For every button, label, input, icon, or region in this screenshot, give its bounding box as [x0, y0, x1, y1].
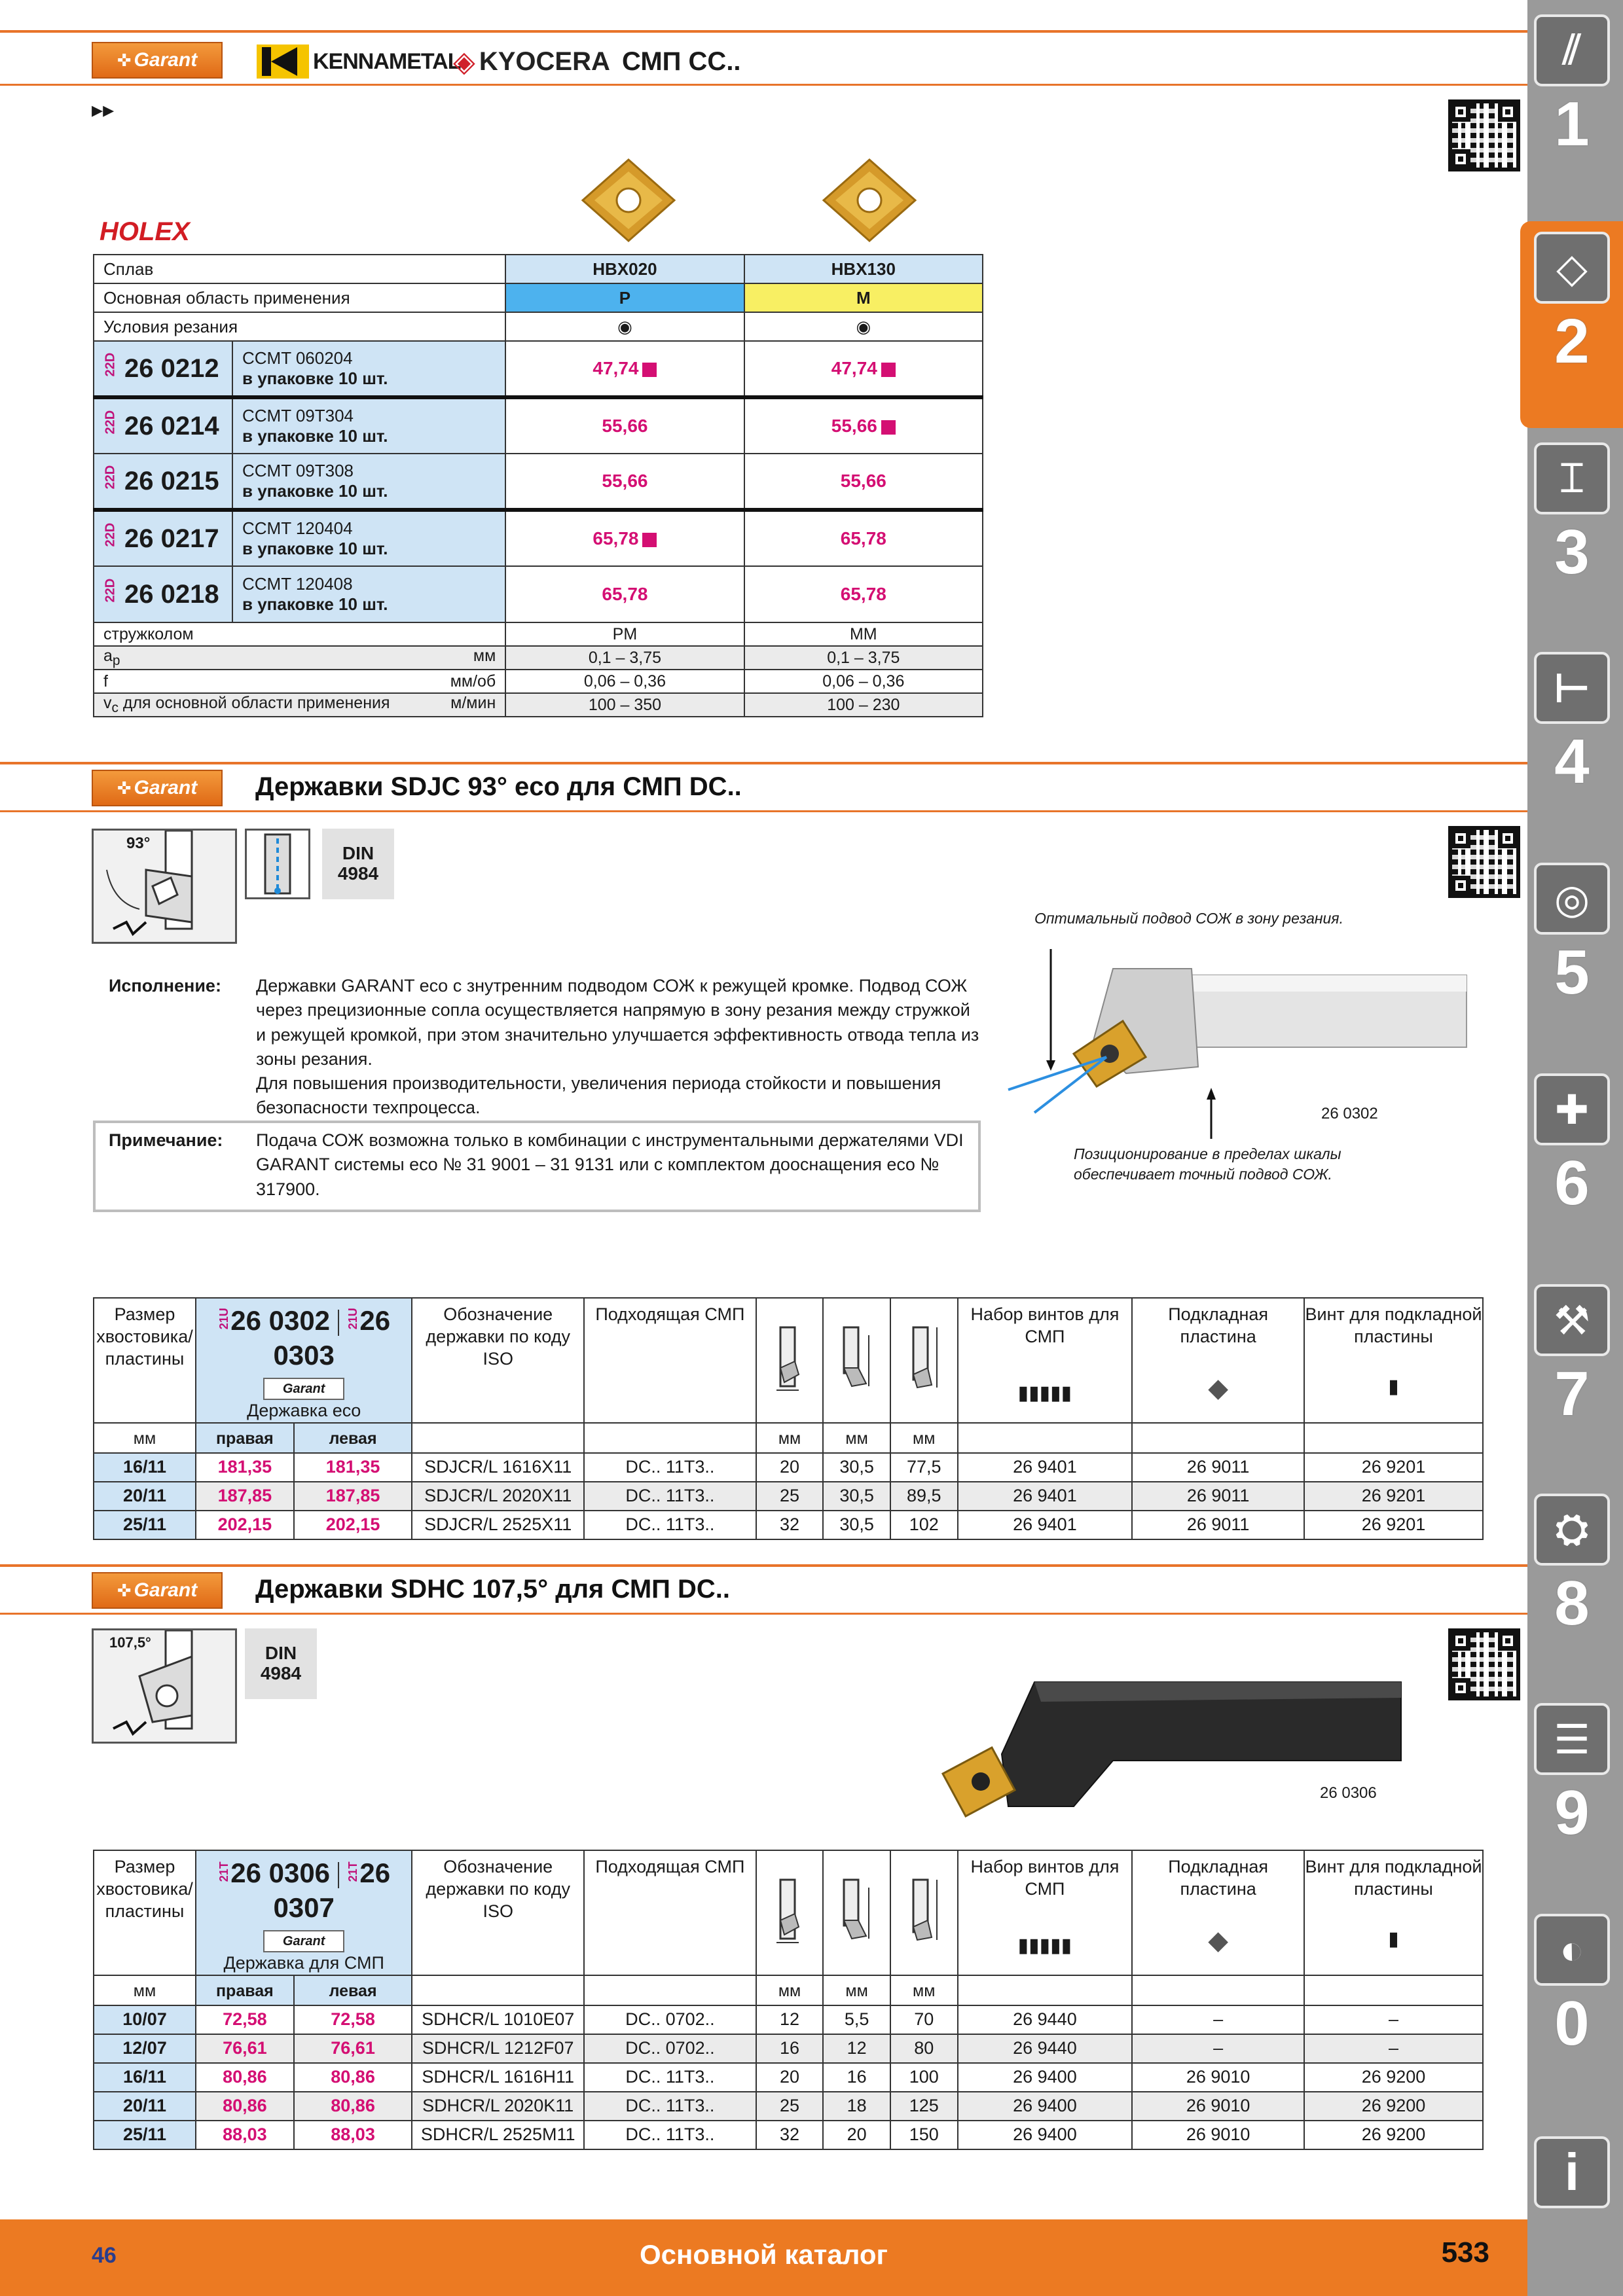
section1-rule2	[0, 810, 1527, 812]
cond-icon: ◉	[505, 312, 744, 341]
col-insert: Подходящая СМП	[584, 1850, 756, 1975]
col-iso: Обозначение державки по коду ISO	[412, 1298, 584, 1423]
price: 65,78	[840, 528, 886, 548]
coolant-icon	[245, 829, 310, 899]
insert-row: 22D 26 0218 CCMT 120408 в упаковке 10 шт. 65,78 65,78	[94, 566, 983, 622]
col-size: Размер хвостовика/ пластины	[94, 1298, 196, 1423]
table-row: 20/11 80,86 80,86 SDHCR/L 2020K11 DC.. 11T3.. 25 18 125 26 9400 26 9010 26 9200	[94, 2092, 1483, 2121]
shim-icon: ◆	[1208, 1926, 1229, 1955]
insert-code: 26 0218	[124, 579, 219, 609]
dim-b-icon	[823, 1298, 890, 1423]
dim-c-icon	[890, 1298, 958, 1423]
tab-info[interactable]	[1531, 2136, 1613, 2208]
stock-square-icon	[881, 363, 896, 377]
dim-b-icon	[823, 1850, 890, 1975]
unit: мм	[756, 1975, 824, 2005]
image-caption-top: Оптимальный подвод СОЖ в зону резания.	[1034, 910, 1343, 927]
table-row: 16/11 80,86 80,86 SDHCR/L 1616H11 DC.. 11T3.. 20 16 100 26 9400 26 9010 26 9200	[94, 2063, 1483, 2092]
area-m: M	[744, 283, 983, 312]
table-row: 16/11 181,35 181,35 SDJCR/L 1616X11 DC.. 11T3.. 20 30,5 77,5 26 9401 26 9011 26 9201	[94, 1453, 1483, 1482]
shim-screw-icon: ▮	[1388, 1375, 1399, 1397]
left-label: левая	[294, 1423, 412, 1453]
col-shim: Подкладная пластина ◆	[1132, 1850, 1304, 1975]
price: 65,78	[593, 528, 639, 548]
section2-title: Державки SDHC 107,5° для СМП DC..	[255, 1575, 730, 1604]
mini-garant-logo: Garant	[263, 1378, 344, 1400]
footer	[0, 2219, 1527, 2296]
insert-row: 22D 26 0217 CCMT 120404 в упаковке 10 шт. 65,78 65,78	[94, 510, 983, 566]
unit: мм	[890, 1423, 958, 1453]
nav-arrows-icon[interactable]: ▸▸	[92, 98, 115, 122]
ap-value: 0,1 – 3,75	[744, 646, 983, 670]
insert-icon: ◇	[1534, 232, 1610, 304]
left-label: левая	[294, 1975, 412, 2005]
tab-chapter-6[interactable]: ✚ 6	[1531, 1073, 1613, 1215]
footer-left-number: 46	[92, 2243, 117, 2268]
table-row: 25/11 202,15 202,15 SDJCR/L 2525X11 DC.. 11T3.. 32 30,5 102 26 9401 26 9011 26 9201	[94, 1511, 1483, 1539]
insert-code: 26 0214	[124, 411, 219, 440]
ap-label: $a_p$ мм	[94, 646, 505, 670]
sdhc-angle-diagram: 107,5°	[92, 1628, 237, 1744]
col-screws: Набор винтов для СМП ▮▮▮▮▮	[958, 1298, 1133, 1423]
header-rule	[0, 84, 1527, 86]
holex-logo: HOLEX	[100, 217, 190, 246]
tab-chapter-2[interactable]: ◇ 2	[1531, 232, 1613, 373]
area-p: P	[505, 283, 744, 312]
info-icon: i	[1534, 2136, 1610, 2208]
page-number: 533	[1441, 2236, 1489, 2269]
insert-table	[93, 254, 983, 717]
vc-value: 100 – 230	[744, 693, 983, 717]
stock-square-icon	[642, 363, 657, 377]
hand-tools-icon: ⚒	[1534, 1284, 1610, 1356]
unit: мм	[94, 1423, 196, 1453]
price: 65,78	[602, 584, 648, 604]
col-codes: 21U26 0302 21U26 0303 Garant Державка eco	[196, 1298, 412, 1423]
holder-table-1	[93, 1297, 1484, 1540]
col-shim: Подкладная пластина ◆	[1132, 1298, 1304, 1423]
top-rule	[0, 30, 1527, 33]
section2-rule	[0, 1564, 1527, 1567]
price: 55,66	[831, 416, 877, 436]
image-code-2: 26 0306	[1320, 1784, 1377, 1802]
tab-chapter-9[interactable]: ☰ 9	[1531, 1703, 1613, 1844]
tab-chapter-7[interactable]: ⚒ 7	[1531, 1284, 1613, 1426]
screws-icon: ▮▮▮▮▮	[1017, 1934, 1072, 1956]
shim-icon: ◆	[1208, 1373, 1229, 1403]
right-label: правая	[196, 1423, 294, 1453]
kennametal-logo: KENNAMETAL	[257, 43, 460, 80]
insert-row: 22D 26 0212 CCMT 060204 в упаковке 10 шт. 47,74 47,74	[94, 341, 983, 397]
din-badge: DIN 4984	[245, 1628, 317, 1699]
grade-hbx130: HBX130	[744, 255, 983, 283]
f-label: f мм/об	[94, 670, 505, 693]
section1-title: Державки SDJC 93° eco для СМП DC..	[255, 772, 742, 801]
chip-label: стружколом	[94, 622, 505, 646]
qr-code-2[interactable]	[1448, 826, 1520, 898]
area-label: Основная область применения	[94, 283, 505, 312]
vc-label: $v_c$ для основной области применения м/мин	[94, 693, 505, 717]
workshop-icon: ⛭	[1534, 1494, 1610, 1566]
stock-square-icon	[881, 420, 896, 435]
alloy-label: Сплав	[94, 255, 505, 283]
col-shimscrew: Винт для подкладной пластины ▮	[1304, 1298, 1483, 1423]
qr-code-1[interactable]	[1448, 99, 1520, 171]
tab-chapter-8[interactable]: ⛭ 8	[1531, 1494, 1613, 1635]
tap-icon: ⌶	[1534, 442, 1610, 514]
wrench-icon: ✚	[1534, 1073, 1610, 1145]
chip-value: PM	[505, 622, 744, 646]
stock-square-icon	[642, 533, 657, 547]
col-iso: Обозначение державки по коду ISO	[412, 1850, 584, 1975]
price: 47,74	[593, 358, 639, 378]
col-size: Размер хвостовика/ пластины	[94, 1850, 196, 1975]
tab-chapter-4[interactable]: ⊢ 4	[1531, 652, 1613, 793]
insert-code: 26 0212	[124, 353, 219, 383]
table-row: 25/11 88,03 88,03 SDHCR/L 2525M11 DC.. 11T3.. 32 20 150 26 9400 26 9010 26 9200	[94, 2121, 1483, 2149]
table-row: 12/07 76,61 76,61 SDHCR/L 1212F07 DC.. 0702.. 16 12 80 26 9440 – –	[94, 2034, 1483, 2063]
tab-chapter-0[interactable]: ◐ 0	[1531, 1914, 1613, 2055]
price: 47,74	[831, 358, 877, 378]
section1-rule	[0, 762, 1527, 764]
holder-table-2	[93, 1850, 1484, 2150]
screws-icon: ▮▮▮▮▮	[1017, 1382, 1072, 1404]
sdjc-angle-diagram: 93°	[92, 829, 237, 944]
table-row: 10/07 72,58 72,58 SDHCR/L 1010E07 DC.. 0702.. 12 5,5 70 26 9440 – –	[94, 2005, 1483, 2034]
table-row: 20/11 187,85 187,85 SDJCR/L 2020X11 DC.. 11T3.. 25 30,5 89,5 26 9401 26 9011 26 9201	[94, 1482, 1483, 1511]
section2-rule2	[0, 1613, 1527, 1615]
drill-icon: ⫽	[1534, 14, 1610, 86]
f-value: 0,06 – 0,36	[505, 670, 744, 693]
col-insert: Подходящая СМП	[584, 1298, 756, 1423]
image-code-1: 26 0302	[1321, 1105, 1378, 1122]
insert-code: 26 0217	[124, 524, 219, 553]
caliper-icon: ⊢	[1534, 652, 1610, 724]
page-title: СМП CC..	[622, 46, 741, 76]
garant-logo: ✜ Garant	[92, 770, 223, 806]
ap-value: 0,1 – 3,75	[505, 646, 744, 670]
col-shimscrew: Винт для подкладной пластины ▮	[1304, 1850, 1483, 1975]
insert-row: 22D 26 0214 CCMT 09T304 в упаковке 10 шт. 55,66 55,66	[94, 397, 983, 454]
din-badge: DIN 4984	[322, 829, 394, 899]
footer-title: Основной каталог	[640, 2239, 888, 2270]
cond-icon: ◉	[744, 312, 983, 341]
f-value: 0,06 – 0,36	[744, 670, 983, 693]
garant-logo: ✜ Garant	[92, 42, 223, 79]
garant-logo: ✜ Garant	[92, 1572, 223, 1609]
unit: мм	[890, 1975, 958, 2005]
price: 65,78	[840, 584, 886, 604]
unit: мм	[823, 1423, 890, 1453]
vc-value: 100 – 350	[505, 693, 744, 717]
cabinet-icon: ☰	[1534, 1703, 1610, 1775]
dim-c-icon	[890, 1850, 958, 1975]
remark-note: Примечание: Подача СОЖ возможна только в комбинации с инструментальными держателями VDI GARANT системы eco № 31 9001 – 31 9131 или с комплектом дооснащения eco № 317900.	[109, 1130, 964, 1199]
col-screws: Набор винтов для СМП ▮▮▮▮▮	[958, 1850, 1133, 1975]
insert-code: 26 0215	[124, 466, 219, 495]
shim-screw-icon: ▮	[1388, 1928, 1399, 1950]
price: 55,66	[840, 471, 886, 491]
cond-label: Условия резания	[94, 312, 505, 341]
dim-a-icon	[756, 1298, 824, 1423]
image-caption-bottom: Позиционирование в пределах шкалы обеспечивает точный подвод СОЖ.	[1074, 1145, 1341, 1183]
unit: мм	[94, 1975, 196, 2005]
col-codes: 21T26 0306 21T26 0307 Garant Державка для СМП	[196, 1850, 412, 1975]
kyocera-logo: ◈ KYOCERA	[453, 45, 610, 78]
right-label: правая	[196, 1975, 294, 2005]
execution-note: Исполнение: Державки GARANT eco с знутренним подводом СОЖ к режущей кромке. Подвод СОЖ через прецизионные сопла осуществляется напрямую в зону резания между стружкой и режущей кромкой, при этом значительно улучшается эффективность отвода тепла из зоны резания. Для повышения производительности, увеличения периода стойкости и повышения безопасности техпроцесса.	[109, 976, 979, 1118]
unit: мм	[756, 1423, 824, 1453]
qr-code-3[interactable]	[1448, 1628, 1520, 1700]
tab-chapter-5[interactable]: ◎ 5	[1531, 863, 1613, 1004]
dim-a-icon	[756, 1850, 824, 1975]
tab-chapter-1[interactable]: ⫽ 1	[1531, 14, 1613, 156]
safety-gear-icon: ◐	[1534, 1914, 1610, 1986]
price: 55,66	[602, 471, 648, 491]
mini-garant-logo: Garant	[263, 1930, 344, 1952]
insert-row: 22D 26 0215 CCMT 09T308 в упаковке 10 шт. 55,66 55,66	[94, 454, 983, 510]
chip-value: MM	[744, 622, 983, 646]
insert-image-hbx020	[576, 154, 681, 246]
tab-chapter-3[interactable]: ⌶ 3	[1531, 442, 1613, 584]
price: 55,66	[602, 416, 648, 436]
grade-hbx020: HBX020	[505, 255, 744, 283]
sdjc-holder-image	[995, 942, 1480, 1139]
saw-blade-icon: ◎	[1534, 863, 1610, 935]
insert-image-hbx130	[817, 154, 922, 246]
unit: мм	[823, 1975, 890, 2005]
